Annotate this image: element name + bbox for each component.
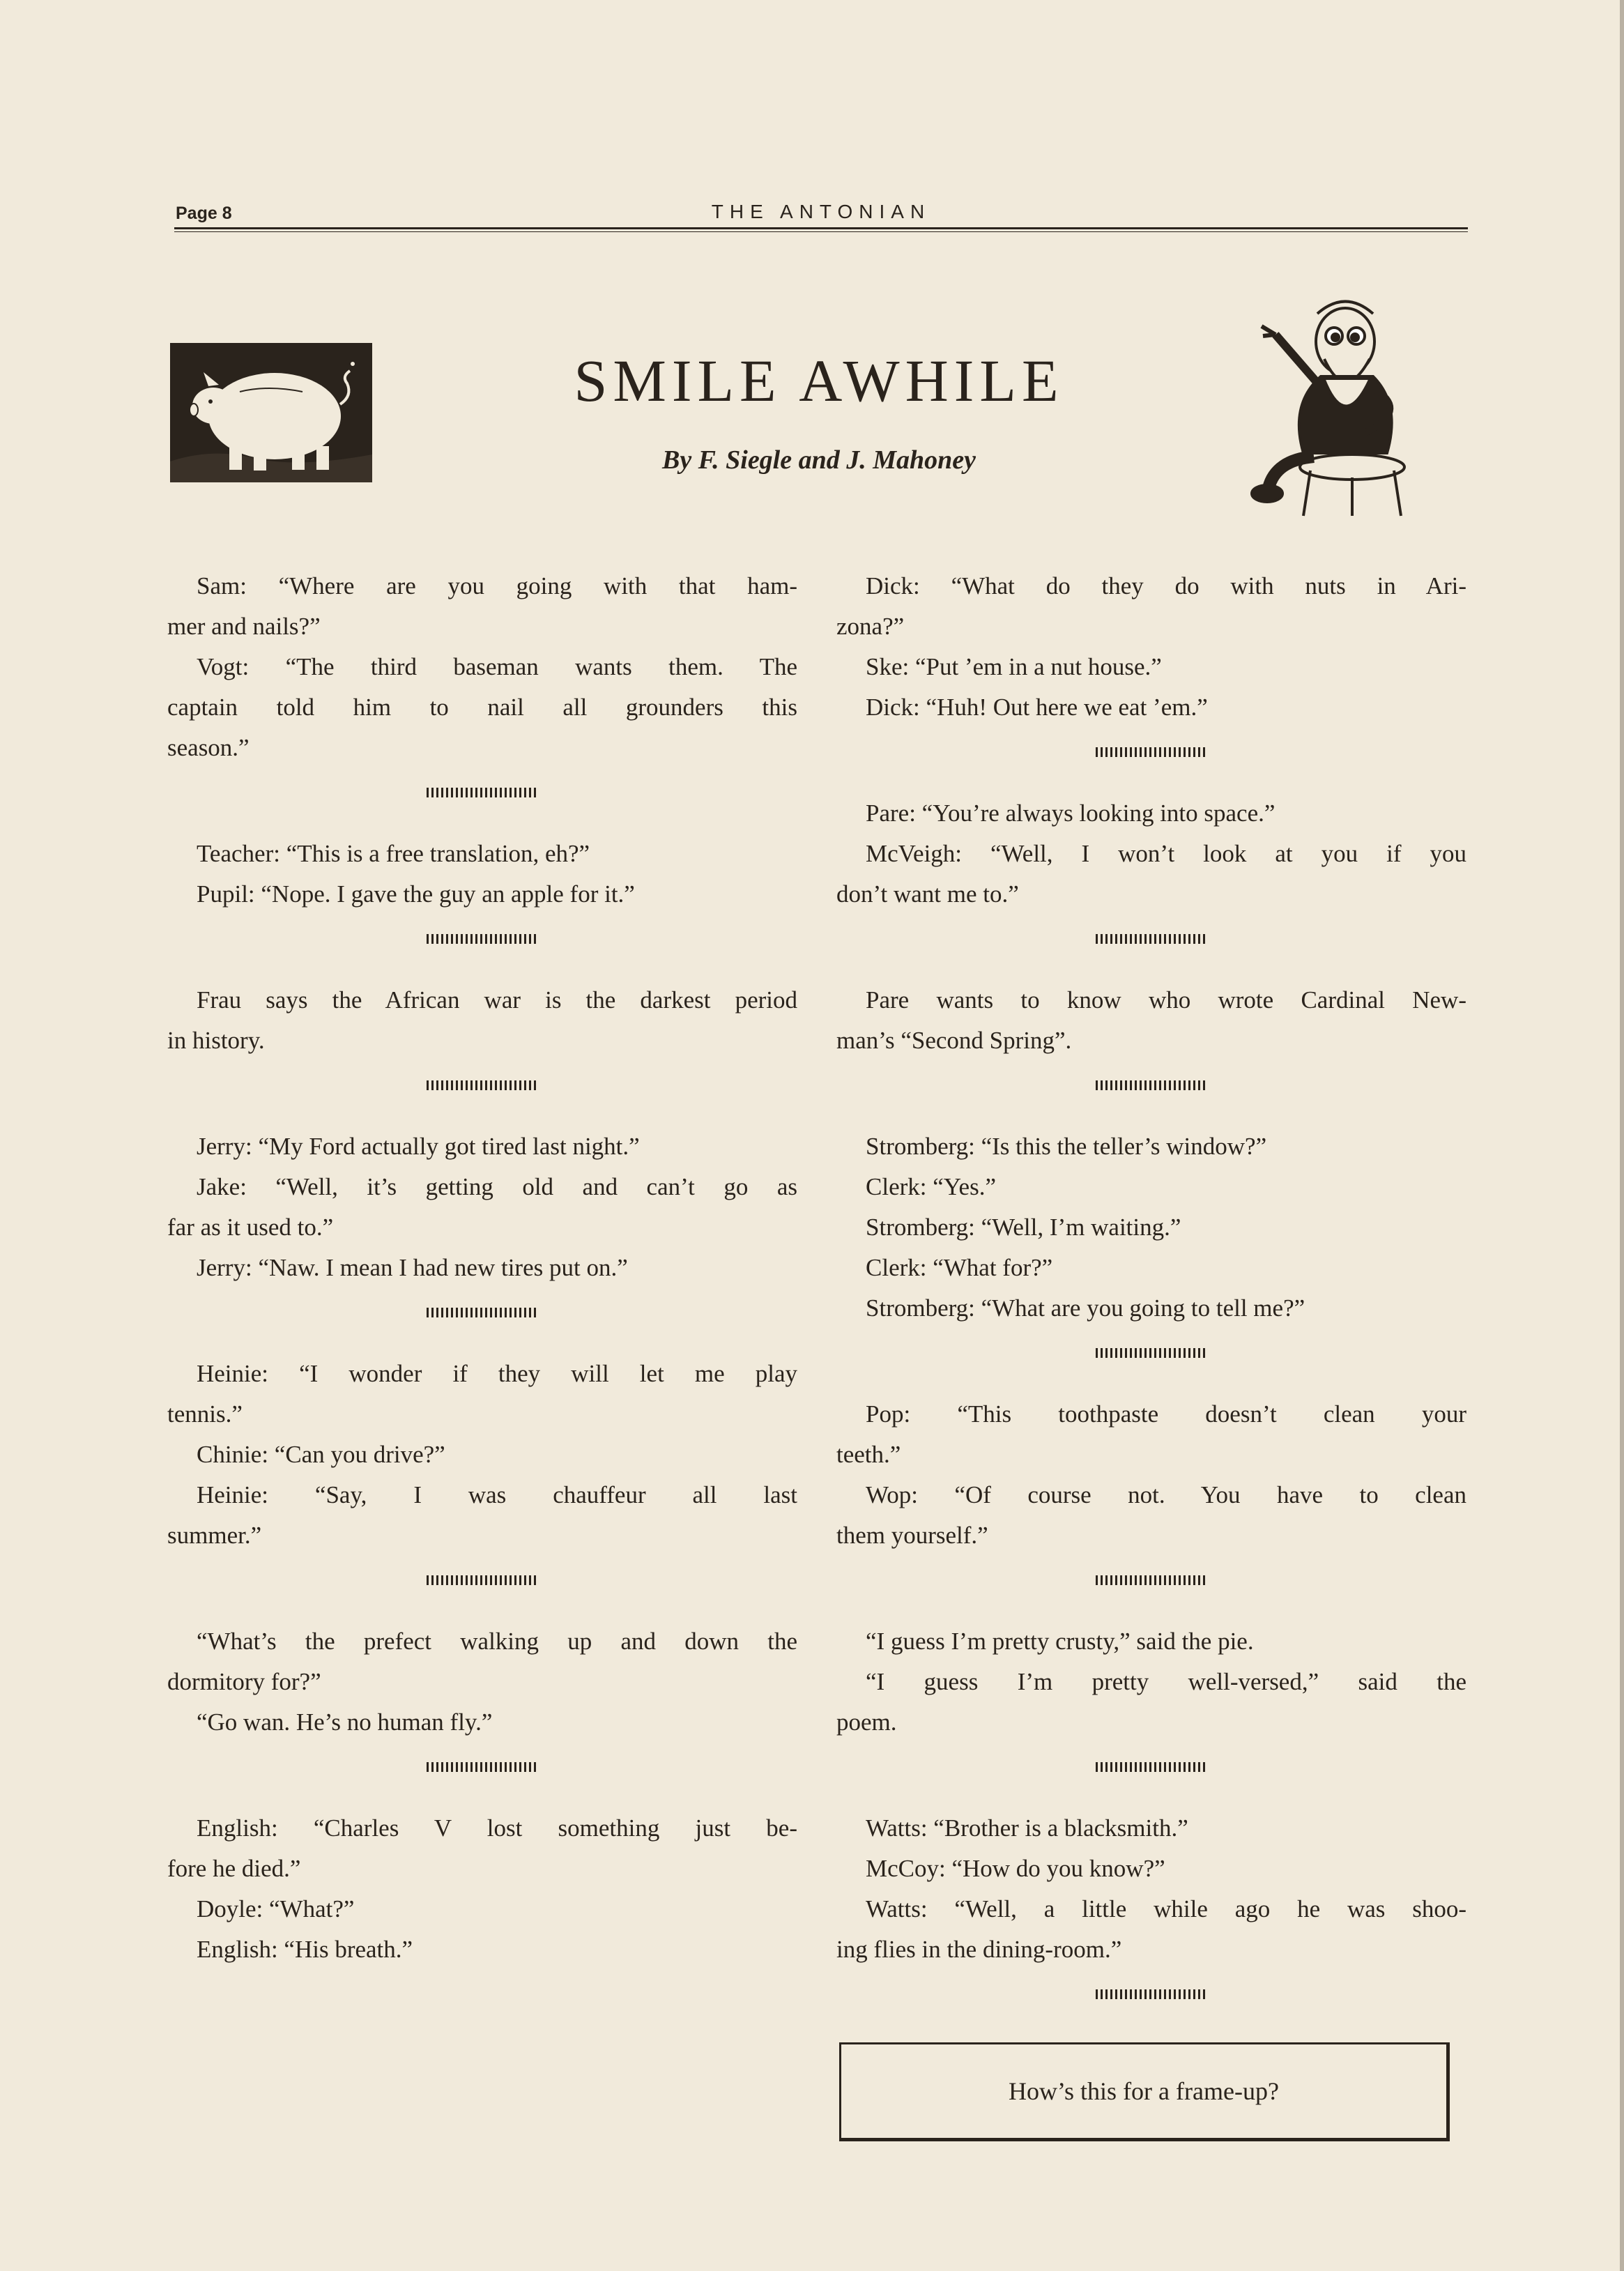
frame-up-box	[839, 2042, 1450, 2141]
section-divider	[427, 788, 538, 797]
text-line: them yourself.”	[836, 1522, 988, 1549]
text-line: “Go wan. He’s no human fly.”	[197, 1708, 493, 1736]
text-line: captain told him to nail all grounders this	[167, 694, 797, 721]
text-line: Stromberg: “Is this the teller’s window?”	[866, 1133, 1267, 1160]
text-line: Jerry: “Naw. I mean I had new tires put on.”	[197, 1254, 628, 1281]
text-line: Jerry: “My Ford actually got tired last night.”	[197, 1133, 640, 1160]
byline: By F. Siegle and J. Mahoney	[661, 445, 976, 475]
section-divider	[427, 934, 538, 944]
section-divider	[427, 1762, 538, 1772]
section-divider	[427, 1575, 538, 1585]
section-divider	[1096, 1575, 1207, 1585]
section-divider	[1096, 1080, 1207, 1090]
page-edge	[1620, 0, 1624, 2271]
text-line: Pare: “You’re always looking into space.”	[866, 800, 1276, 827]
text-line: Watts: “Brother is a blacksmith.”	[866, 1814, 1188, 1842]
text-line: “I guess I’m pretty crusty,” said the pie.	[866, 1628, 1254, 1655]
text-line: Stromberg: “What are you going to tell me?”	[866, 1294, 1305, 1322]
text-line: Heinie: “Say, I was chauffeur all last	[197, 1481, 797, 1508]
section-divider	[1096, 1989, 1207, 1999]
text-line: Pupil: “Nope. I gave the guy an apple for it.”	[197, 880, 635, 908]
text-line: English: “His breath.”	[197, 1936, 413, 1963]
text-line: far as it used to.”	[167, 1214, 334, 1241]
text-line: Heinie: “I wonder if they will let me play	[197, 1360, 797, 1387]
header-rule	[174, 227, 1468, 229]
text-line: Ske: “Put ’em in a nut house.”	[866, 653, 1162, 680]
text-line: teeth.”	[836, 1441, 901, 1468]
text-line: English: “Charles V lost something just be-	[197, 1814, 797, 1842]
text-line: Vogt: “The third baseman wants them. The	[197, 653, 797, 680]
masthead: THE ANTONIAN	[711, 201, 931, 222]
text-line: zona?”	[836, 613, 905, 640]
right-column	[836, 566, 1466, 2035]
article-title: SMILE AWHILE	[574, 347, 1064, 414]
section-divider	[1096, 1762, 1207, 1772]
text-line: tennis.”	[167, 1400, 243, 1428]
text-line: “What’s the prefect walking up and down the	[197, 1628, 797, 1655]
frame-up-text: How’s this for a frame-up?	[1009, 2077, 1279, 2105]
text-line: Wop: “Of course not. You have to clean	[866, 1481, 1466, 1508]
text-line: in history.	[167, 1027, 265, 1054]
text-line: “I guess I’m pretty well-versed,” said the	[866, 1668, 1466, 1695]
text-line: ing flies in the dining-room.”	[836, 1936, 1122, 1963]
text-line: Clerk: “Yes.”	[866, 1173, 996, 1200]
pig-illustration	[170, 343, 372, 482]
header-rule-thin	[174, 231, 1468, 232]
page-header	[174, 197, 1468, 229]
text-line: Watts: “Well, a little while ago he was shoo-	[866, 1895, 1466, 1922]
text-line: man’s “Second Spring”.	[836, 1027, 1072, 1054]
text-line: summer.”	[167, 1522, 262, 1549]
text-line: fore he died.”	[167, 1855, 301, 1882]
text-line: season.”	[167, 734, 250, 761]
text-line: Stromberg: “Well, I’m waiting.”	[866, 1214, 1181, 1241]
text-line: Frau says the African war is the darkest period	[197, 986, 797, 1014]
old-man-illustration	[1248, 293, 1450, 523]
section-divider	[1096, 747, 1207, 757]
text-line: Dick: “Huh! Out here we eat ’em.”	[866, 694, 1208, 721]
section-divider	[1096, 1348, 1207, 1358]
text-line: dormitory for?”	[167, 1668, 321, 1695]
text-line: McCoy: “How do you know?”	[866, 1855, 1165, 1882]
text-line: Teacher: “This is a free translation, eh?”	[197, 840, 590, 867]
text-line: poem.	[836, 1708, 897, 1736]
section-divider	[1096, 934, 1207, 944]
text-line: Pop: “This toothpaste doesn’t clean your	[866, 1400, 1466, 1428]
text-line: Sam: “Where are you going with that ham-	[197, 572, 797, 599]
text-line: don’t want me to.”	[836, 880, 1019, 908]
text-line: Pare wants to know who wrote Cardinal New-	[866, 986, 1466, 1014]
text-line: Jake: “Well, it’s getting old and can’t go as	[197, 1173, 797, 1200]
text-line: Clerk: “What for?”	[866, 1254, 1053, 1281]
text-line: Dick: “What do they do with nuts in Ari-	[866, 572, 1466, 599]
text-line: Doyle: “What?”	[197, 1895, 355, 1922]
text-line: mer and nails?”	[167, 613, 321, 640]
page-number: Page 8	[176, 204, 232, 223]
text-line: McVeigh: “Well, I won’t look at you if you	[866, 840, 1466, 867]
left-column	[167, 566, 797, 1970]
text-line: Chinie: “Can you drive?”	[197, 1441, 445, 1468]
section-divider	[427, 1080, 538, 1090]
section-divider	[427, 1308, 538, 1317]
